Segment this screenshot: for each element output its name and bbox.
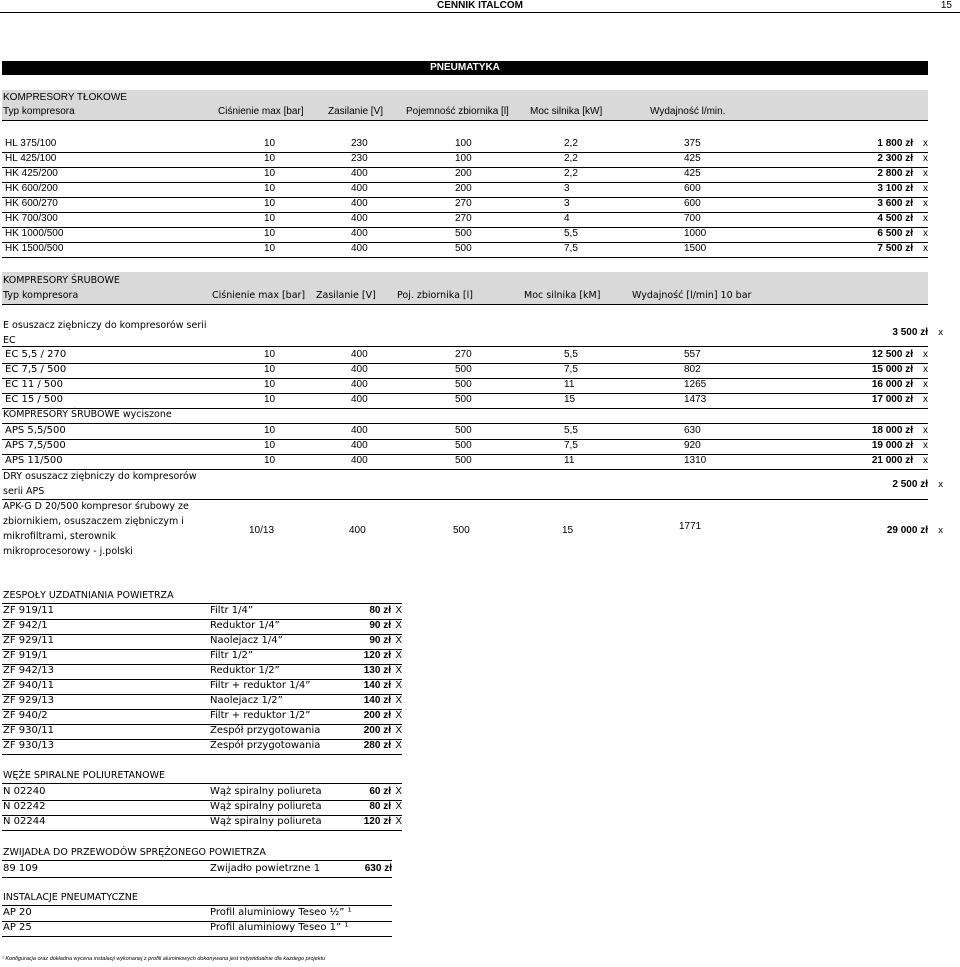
price: 12 500 zł xyxy=(871,349,913,360)
silent-heading: KOMPRESORY ŚRUBOWE wyciszone xyxy=(3,409,172,420)
table-cell: 10 xyxy=(264,394,276,405)
piston-heading: KOMPRESORY TŁOKOWE xyxy=(3,92,127,103)
table-row xyxy=(2,152,928,168)
divider xyxy=(2,120,928,121)
price: 200 zł xyxy=(363,725,391,736)
unavailable-mark: x xyxy=(938,479,943,490)
price: 17 000 zł xyxy=(871,394,913,405)
item-code: AP 20 xyxy=(3,907,32,918)
unavailable-mark: x xyxy=(923,349,928,360)
table-cell: 5,5 xyxy=(564,425,578,436)
table-row xyxy=(2,378,928,394)
table-row xyxy=(2,197,928,213)
apk-description: mikroprocesorowy - j.polski xyxy=(3,546,133,557)
table-cell: 500 xyxy=(453,525,470,536)
price: 140 zł xyxy=(363,680,391,691)
piston-column-header: Wydajność l/min. xyxy=(650,106,726,117)
table-cell: 500 xyxy=(455,440,472,451)
table-cell: 10 xyxy=(264,440,276,451)
table-row xyxy=(2,212,928,228)
price: 630 zł xyxy=(364,863,392,874)
screw-column-header: Zasilanie [V] xyxy=(316,290,376,301)
item-code: ZF 919/11 xyxy=(3,605,54,616)
price: 60 zł xyxy=(369,786,391,797)
unavailable-mark: x xyxy=(923,364,928,375)
table-cell: 375 xyxy=(684,138,701,149)
screw-column-header: Typ kompresora xyxy=(3,290,79,301)
table-cell: APS 5,5/500 xyxy=(5,425,66,436)
table-cell: 400 xyxy=(349,525,366,536)
item-description: Wąż spiralny poliureta xyxy=(210,816,322,827)
unavailable-mark: x xyxy=(923,425,928,436)
divider xyxy=(2,860,392,861)
item-code: ZF 929/11 xyxy=(3,635,54,646)
table-row xyxy=(2,785,402,801)
item-description: Profil aluminiowy Teseo ½” ¹ xyxy=(210,907,352,918)
table-cell: 7,5 xyxy=(564,440,578,451)
table-cell: APS 7,5/500 xyxy=(5,440,66,451)
table-row xyxy=(2,439,928,455)
unavailable-mark: X xyxy=(395,740,402,751)
page-number: 15 xyxy=(940,0,952,11)
table-cell: 400 xyxy=(351,349,368,360)
table-cell: 400 xyxy=(351,364,368,375)
piston-column-header: Pojemność zbiornika [l] xyxy=(406,106,509,117)
table-cell: 5,5 xyxy=(564,349,578,360)
table-cell: 10 xyxy=(264,379,276,390)
item-code: ZF 930/11 xyxy=(3,725,54,736)
table-cell: 400 xyxy=(351,243,368,254)
table-cell: HK 600/200 xyxy=(5,183,58,194)
table-cell: 10 xyxy=(264,183,276,194)
item-description: Naolejacz 1/2” xyxy=(210,695,283,706)
unavailable-mark: x xyxy=(938,327,943,338)
apk-price: 29 000 zł xyxy=(886,525,928,536)
table-cell: 10 xyxy=(264,364,276,375)
table-cell: 400 xyxy=(351,394,368,405)
hoses-heading: WĘŻE SPIRALNE POLIURETANOWE xyxy=(3,770,166,781)
table-cell: 1310 xyxy=(684,455,707,466)
table-cell: 425 xyxy=(684,168,701,179)
item-description: Zespół przygotowania xyxy=(210,740,321,751)
item-description: Zwijadło powietrzne 1 xyxy=(210,863,321,874)
table-cell: 10 xyxy=(264,138,276,149)
item-description: Reduktor 1/4” xyxy=(210,620,280,631)
price: 200 zł xyxy=(363,710,391,721)
piston-column-header: Typ kompresora xyxy=(3,106,75,117)
table-row xyxy=(2,424,928,440)
item-description: Filtr 1/4” xyxy=(210,605,254,616)
item-description: Wąż spiralny poliureta xyxy=(210,786,322,797)
table-cell: 10 xyxy=(264,243,276,254)
price: 15 000 zł xyxy=(871,364,913,375)
table-cell: EC 5,5 / 270 xyxy=(5,349,67,360)
dryer-label: E osuszacz ziębniczy do kompresorów serii xyxy=(3,320,207,331)
price: 6 500 zł xyxy=(877,228,913,239)
unavailable-mark: x xyxy=(923,440,928,451)
table-cell: 1500 xyxy=(684,243,707,254)
table-cell: 100 xyxy=(455,138,472,149)
table-cell: EC 15 / 500 xyxy=(5,394,64,405)
price: 4 500 zł xyxy=(877,213,913,224)
table-cell: 10 xyxy=(264,198,276,209)
table-cell: HK 1500/500 xyxy=(5,243,64,254)
table-cell: HK 700/300 xyxy=(5,213,58,224)
dryer-price: 3 500 zł xyxy=(892,327,928,338)
price: 140 zł xyxy=(363,695,391,706)
unavailable-mark: x xyxy=(923,455,928,466)
item-code: ZF 919/1 xyxy=(3,650,48,661)
table-row xyxy=(2,921,392,937)
screw-column-header: Moc silnika [kM] xyxy=(524,290,601,301)
installs-heading: INSTALACJE PNEUMATYCZNE xyxy=(3,892,138,903)
table-row xyxy=(2,137,928,153)
table-row xyxy=(2,182,928,198)
unavailable-mark: x xyxy=(923,153,928,164)
item-description: Zespół przygotowania xyxy=(210,725,321,736)
table-cell: 1771 xyxy=(679,521,702,532)
table-row xyxy=(2,167,928,183)
table-cell: 11 xyxy=(564,379,575,390)
table-cell: 3 xyxy=(564,183,570,194)
apk-description: APK-G D 20/500 kompresor śrubowy ze xyxy=(3,501,189,512)
item-description: Filtr 1/2” xyxy=(210,650,254,661)
unavailable-mark: X xyxy=(395,650,402,661)
piston-column-header: Ciśnienie max [bar] xyxy=(218,106,304,117)
item-description: Profil aluminiowy Teseo 1” ¹ xyxy=(210,922,349,933)
table-cell: HK 425/200 xyxy=(5,168,58,179)
table-cell: 100 xyxy=(455,153,472,164)
table-row xyxy=(2,634,402,650)
table-cell: 500 xyxy=(455,364,472,375)
table-row xyxy=(2,348,928,364)
screw-heading: KOMPRESORY ŚRUBOWE xyxy=(3,275,120,286)
unavailable-mark: X xyxy=(395,695,402,706)
item-code: ZF 942/1 xyxy=(3,620,48,631)
price: 19 000 zł xyxy=(871,440,913,451)
table-cell: 230 xyxy=(351,138,368,149)
unavailable-mark: X xyxy=(395,605,402,616)
price: 120 zł xyxy=(363,650,391,661)
table-cell: 3 xyxy=(564,198,570,209)
table-row xyxy=(2,694,402,710)
unavailable-mark: x xyxy=(923,138,928,149)
table-cell: 10/13 xyxy=(249,525,275,536)
divider xyxy=(2,304,928,305)
piston-column-header: Moc silnika [kW] xyxy=(530,106,603,117)
screw-column-header: Wydajność [l/min] 10 bar xyxy=(632,290,752,301)
item-description: Filtr + reduktor 1/2” xyxy=(210,710,311,721)
price: 80 zł xyxy=(369,801,391,812)
table-cell: 200 xyxy=(455,168,472,179)
table-row xyxy=(2,227,928,243)
reels-heading: ZWIJADŁA DO PRZEWODÓW SPRĘŻONEGO POWIETRZA xyxy=(3,847,266,858)
table-cell: 630 xyxy=(684,425,701,436)
table-cell: EC 11 / 500 xyxy=(5,379,64,390)
piston-column-header: Zasilanie [V] xyxy=(328,106,384,117)
dry-label: serii APS xyxy=(3,486,45,497)
item-description: Reduktor 1/2” xyxy=(210,665,280,676)
unavailable-mark: x xyxy=(923,243,928,254)
item-code: 89 109 xyxy=(3,863,38,874)
table-cell: 1000 xyxy=(684,228,707,239)
table-cell: 500 xyxy=(455,379,472,390)
item-code: AP 25 xyxy=(3,922,32,933)
item-description: Wąż spiralny poliureta xyxy=(210,801,322,812)
apk-description: zbiornikiem, osuszaczem ziębniczym i xyxy=(3,516,184,527)
table-cell: 600 xyxy=(684,198,701,209)
unavailable-mark: x xyxy=(923,183,928,194)
price: 90 zł xyxy=(369,620,391,631)
unavailable-mark: X xyxy=(395,816,402,827)
prep-heading: ZESPOŁY UZDATNIANIA POWIETRZA xyxy=(3,590,174,601)
unavailable-mark: X xyxy=(395,710,402,721)
apk-description: mikrofiltrami, sterownik xyxy=(3,531,116,542)
table-cell: 270 xyxy=(455,198,472,209)
table-cell: 400 xyxy=(351,168,368,179)
unavailable-mark: X xyxy=(395,635,402,646)
dry-price: 2 500 zł xyxy=(892,479,928,490)
table-row xyxy=(2,739,402,755)
divider xyxy=(2,499,928,500)
table-row xyxy=(2,619,402,635)
table-row xyxy=(2,604,402,620)
table-cell: 4 xyxy=(564,213,570,224)
table-row xyxy=(2,862,392,878)
item-code: ZF 940/11 xyxy=(3,680,54,691)
unavailable-mark: X xyxy=(395,786,402,797)
table-cell: 700 xyxy=(684,213,701,224)
table-cell: 2,2 xyxy=(564,153,578,164)
table-cell: 7,5 xyxy=(564,364,578,375)
unavailable-mark: X xyxy=(395,725,402,736)
item-code: N 02240 xyxy=(3,786,46,797)
table-cell: HK 600/270 xyxy=(5,198,58,209)
table-row xyxy=(2,393,928,409)
price: 1 800 zł xyxy=(877,138,913,149)
table-row xyxy=(2,454,928,470)
price: 7 500 zł xyxy=(877,243,913,254)
table-cell: 10 xyxy=(264,228,276,239)
table-cell: 10 xyxy=(264,349,276,360)
table-cell: 1265 xyxy=(684,379,707,390)
table-cell: 10 xyxy=(264,213,276,224)
unavailable-mark: X xyxy=(395,665,402,676)
table-cell: 500 xyxy=(455,455,472,466)
table-cell: 10 xyxy=(264,455,276,466)
table-cell: 230 xyxy=(351,153,368,164)
table-cell: 500 xyxy=(455,243,472,254)
table-cell: 270 xyxy=(455,213,472,224)
price: 120 zł xyxy=(363,816,391,827)
divider xyxy=(2,783,402,784)
table-cell: 400 xyxy=(351,425,368,436)
table-row xyxy=(2,709,402,725)
table-cell: 15 xyxy=(562,525,574,536)
section-title: PNEUMATYKA xyxy=(2,61,928,75)
price: 3 600 zł xyxy=(877,198,913,209)
item-description: Filtr + reduktor 1/4” xyxy=(210,680,311,691)
table-row xyxy=(2,649,402,665)
table-row xyxy=(2,800,402,816)
table-cell: 15 xyxy=(564,394,576,405)
table-cell: 400 xyxy=(351,455,368,466)
table-cell: APS 11/500 xyxy=(5,455,63,466)
dryer-label: EC xyxy=(3,335,16,346)
table-cell: 500 xyxy=(455,228,472,239)
footnote: ¹ Konfiguracja oraz dokładna wycena instalacji wykonanej z profili aluminiowych dokonywana jest indywidualnie dla każdego projektu xyxy=(2,956,326,962)
table-cell: 10 xyxy=(264,425,276,436)
table-cell: 400 xyxy=(351,198,368,209)
table-cell: 200 xyxy=(455,183,472,194)
price: 2 800 zł xyxy=(877,168,913,179)
table-row xyxy=(2,664,402,680)
item-code: ZF 940/2 xyxy=(3,710,48,721)
price: 80 zł xyxy=(369,605,391,616)
table-cell: 10 xyxy=(264,153,276,164)
table-cell: 400 xyxy=(351,228,368,239)
price: 3 100 zł xyxy=(877,183,913,194)
unavailable-mark: X xyxy=(395,680,402,691)
table-row xyxy=(2,679,402,695)
dry-label: DRY osuszacz ziębniczy do kompresorów xyxy=(3,471,197,482)
table-cell: 10 xyxy=(264,168,276,179)
unavailable-mark: x xyxy=(938,525,943,536)
screw-column-header: Poj. zbiornika [l] xyxy=(397,290,473,301)
table-row xyxy=(2,242,928,258)
table-cell: 500 xyxy=(455,394,472,405)
table-cell: 1473 xyxy=(684,394,707,405)
table-cell: 400 xyxy=(351,440,368,451)
price: 280 zł xyxy=(363,740,391,751)
unavailable-mark: x xyxy=(923,213,928,224)
price: 21 000 zł xyxy=(871,455,913,466)
item-code: ZF 930/13 xyxy=(3,740,54,751)
price: 2 300 zł xyxy=(877,153,913,164)
table-cell: 270 xyxy=(455,349,472,360)
table-cell: 920 xyxy=(684,440,701,451)
unavailable-mark: x xyxy=(923,379,928,390)
unavailable-mark: x xyxy=(923,168,928,179)
table-row xyxy=(2,363,928,379)
unavailable-mark: x xyxy=(923,198,928,209)
price: 18 000 zł xyxy=(871,425,913,436)
screw-column-header: Ciśnienie max [bar] xyxy=(212,290,306,301)
unavailable-mark: x xyxy=(923,228,928,239)
table-cell: 500 xyxy=(455,425,472,436)
item-code: N 02244 xyxy=(3,816,46,827)
divider xyxy=(2,346,928,347)
table-cell: 5,5 xyxy=(564,228,578,239)
table-cell: 400 xyxy=(351,379,368,390)
item-description: Naolejacz 1/4” xyxy=(210,635,283,646)
item-code: ZF 942/13 xyxy=(3,665,54,676)
table-row xyxy=(2,815,402,831)
table-cell: 11 xyxy=(564,455,575,466)
table-cell: 7,5 xyxy=(564,243,578,254)
page-header xyxy=(0,0,960,13)
item-code: N 02242 xyxy=(3,801,46,812)
table-cell: 2,2 xyxy=(564,138,578,149)
price: 90 zł xyxy=(369,635,391,646)
document-title: CENNIK ITALCOM xyxy=(437,0,523,11)
price: 130 zł xyxy=(363,665,391,676)
table-cell: HL 375/100 xyxy=(5,138,57,149)
table-cell: 400 xyxy=(351,213,368,224)
unavailable-mark: X xyxy=(395,801,402,812)
table-row xyxy=(2,724,402,740)
table-cell: 600 xyxy=(684,183,701,194)
table-cell: 2,2 xyxy=(564,168,578,179)
table-cell: 802 xyxy=(684,364,701,375)
price: 16 000 zł xyxy=(871,379,913,390)
table-cell: 557 xyxy=(684,349,701,360)
table-cell: 400 xyxy=(351,183,368,194)
table-cell: 425 xyxy=(684,153,701,164)
unavailable-mark: X xyxy=(395,620,402,631)
table-cell: HK 1000/500 xyxy=(5,228,64,239)
table-cell: HL 425/100 xyxy=(5,153,57,164)
table-cell: EC 7,5 / 500 xyxy=(5,364,67,375)
table-row xyxy=(2,906,392,922)
item-code: ZF 929/13 xyxy=(3,695,54,706)
unavailable-mark: x xyxy=(923,394,928,405)
